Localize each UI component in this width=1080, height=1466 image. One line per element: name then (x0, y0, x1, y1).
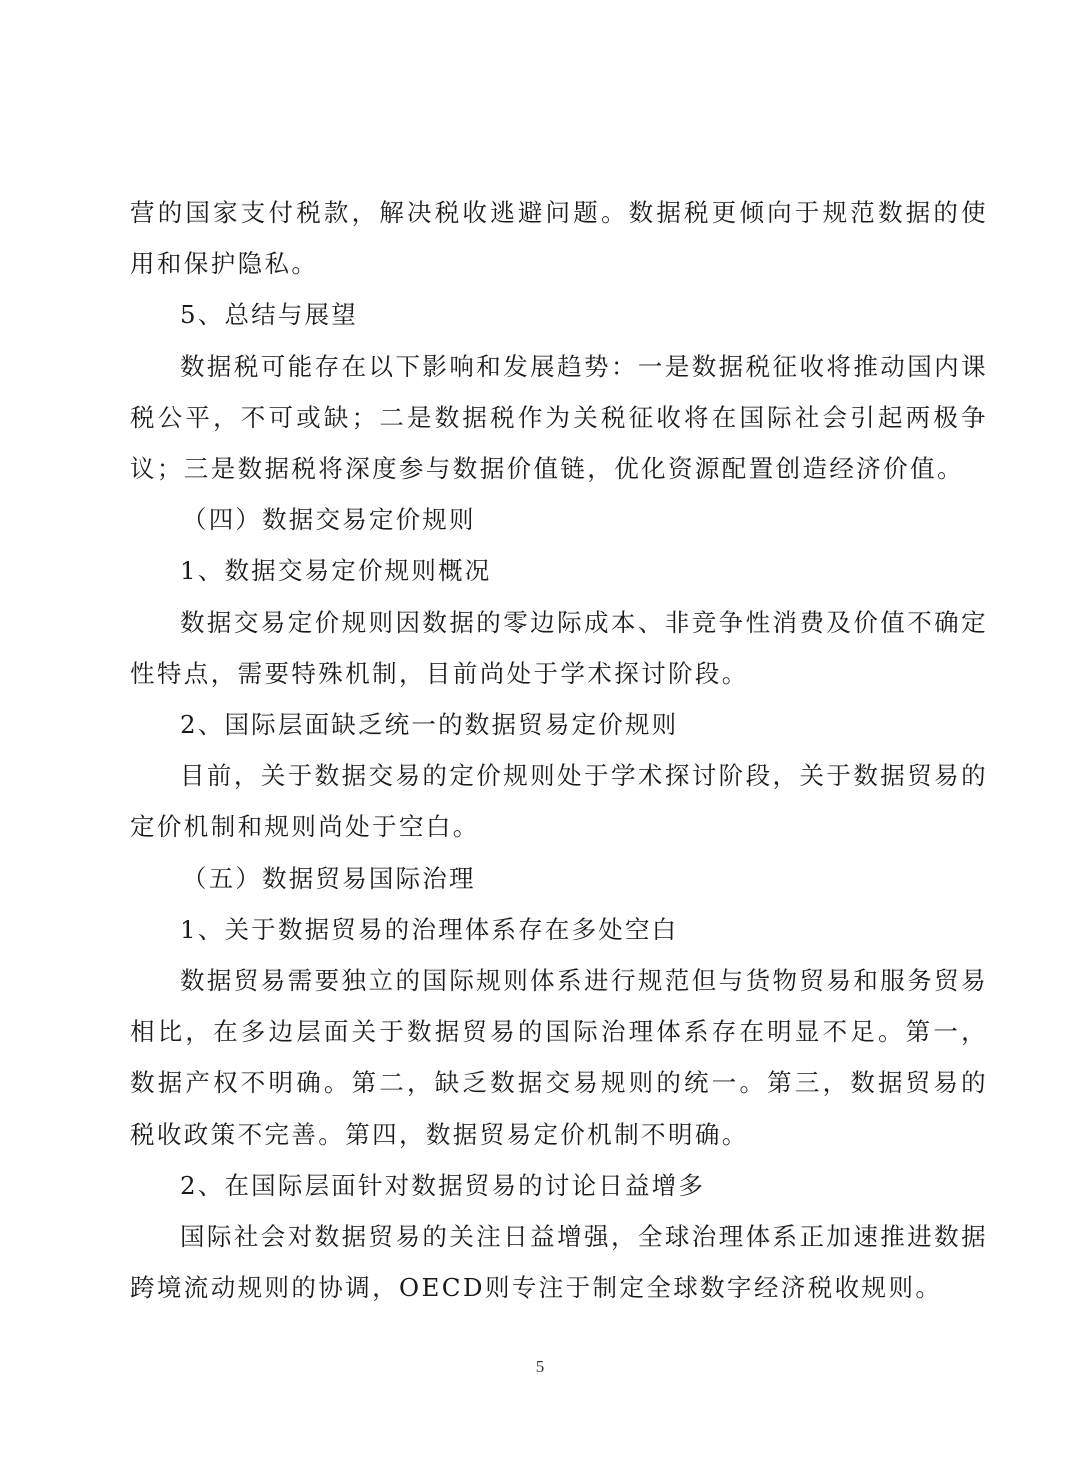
heading-governance-gaps: 1、关于数据贸易的治理体系存在多处空白 (180, 914, 679, 944)
paragraph-governance-gaps: 数据贸易需要独立的国际规则体系进行规范但与货物贸易和服务贸易相比，在多边层面关于数据贸易的国际治理体系存在明显不足。第一，数据产权不明确。第二，缺乏数据交易规则的统一。第三，数据贸易的税收政策不完善。第四，数据贸易定价机制不明确。 (130, 966, 988, 1149)
paragraph-data-tax-trends: 数据税可能存在以下影响和发展趋势：一是数据税征收将推动国内课税公平，不可或缺；二是数据税作为关税征收将在国际社会引起两极争议；三是数据税将深度参与数据价值链，优化资源配置创造经济价值。 (130, 351, 988, 484)
heading-summary-outlook: 5、总结与展望 (180, 300, 358, 330)
heading-increasing-discussion: 2、在国际层面针对数据贸易的讨论日益增多 (180, 1170, 706, 1200)
paragraph-international-attention: 国际社会对数据贸易的关注日益增强，全球治理体系正加速推进数据跨境流动规则的协调，OECD则专注于制定全球数字经济税收规则。 (130, 1222, 988, 1303)
paragraph-pricing-blank: 目前，关于数据交易的定价规则处于学术探讨阶段，关于数据贸易的定价机制和规则尚处于空白。 (130, 761, 988, 842)
heading-pricing-overview: 1、数据交易定价规则概况 (180, 556, 492, 586)
paragraph-pricing-overview: 数据交易定价规则因数据的零边际成本、非竞争性消费及价值不确定性特点，需要特殊机制，目前尚处于学术探讨阶段。 (130, 607, 988, 688)
page-number: 5 (535, 1357, 545, 1376)
section-heading-data-pricing: （四）数据交易定价规则 (182, 505, 476, 535)
document-body (130, 187, 988, 1313)
heading-no-unified-pricing: 2、国际层面缺乏统一的数据贸易定价规则 (180, 710, 679, 740)
paragraph-continuation: 营的国家支付税款，解决税收逃避问题。数据税更倾向于规范数据的使用和保护隐私。 (130, 198, 988, 279)
section-heading-governance: （五）数据贸易国际治理 (182, 863, 476, 893)
